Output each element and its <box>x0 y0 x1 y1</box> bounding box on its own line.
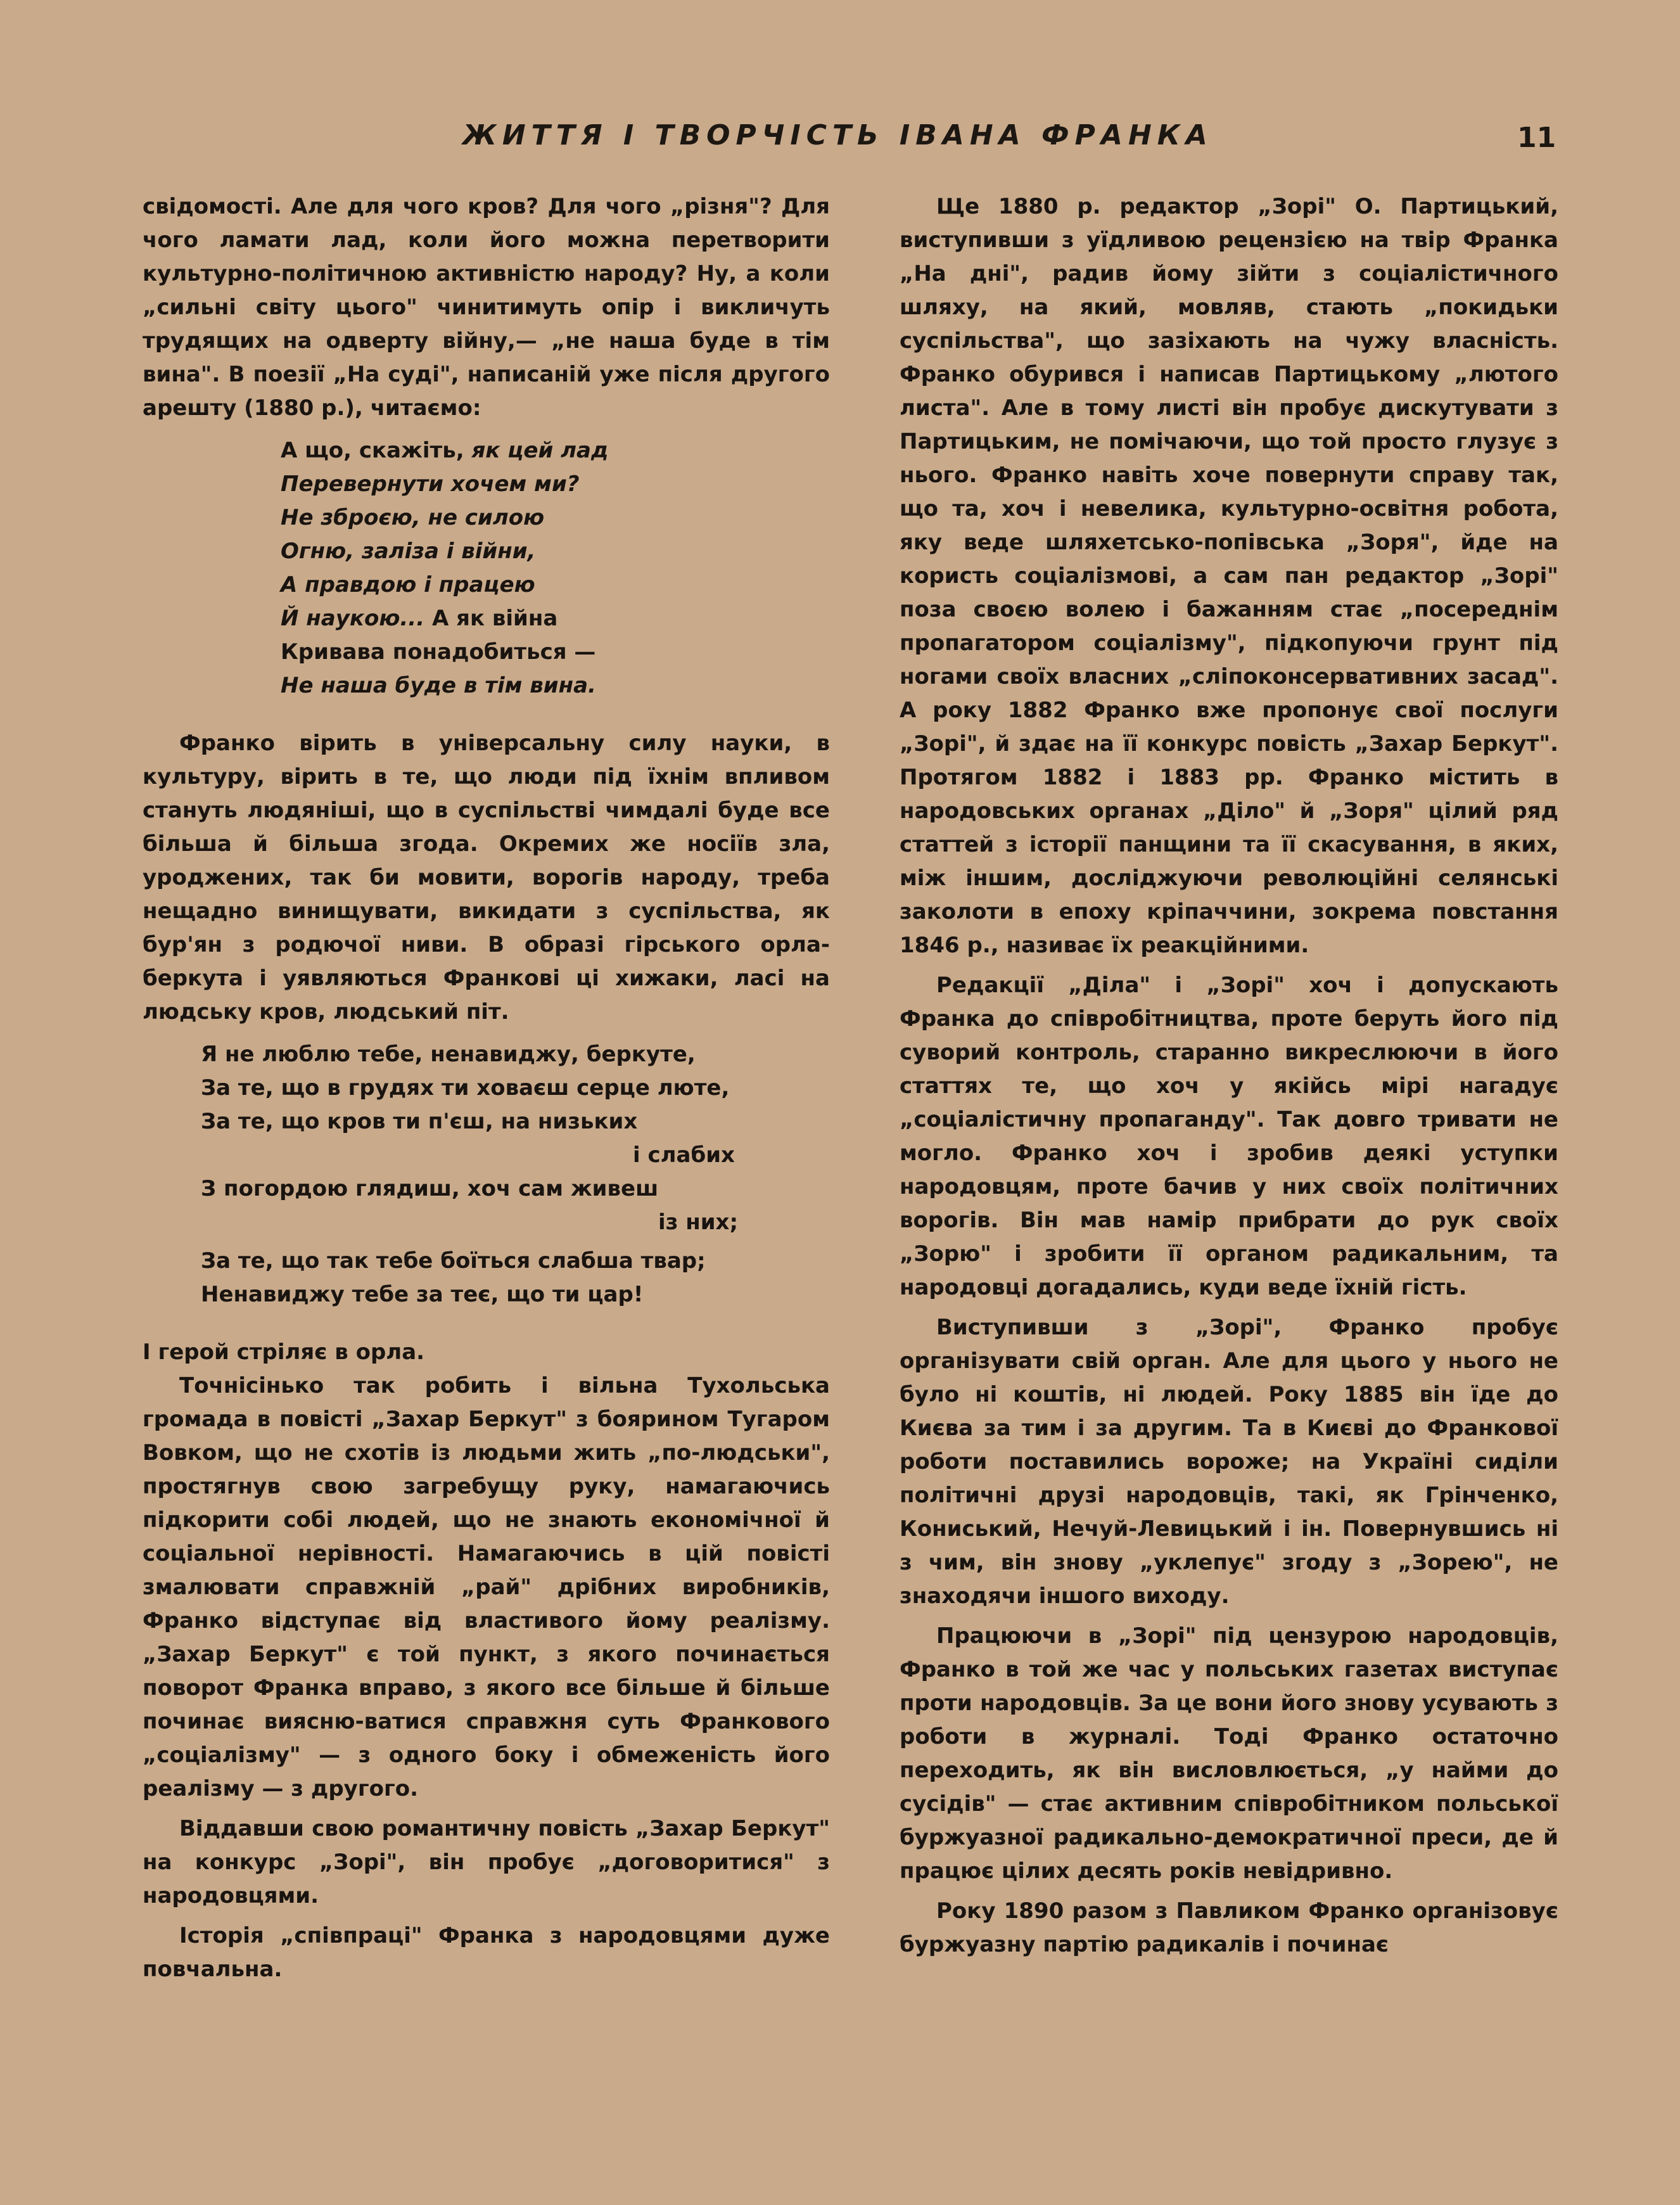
paragraph: Точнісінько так робить і вільна Тухольська громада в повісті „Захар Беркут" з боярином Тугаром Вовком, що не схотів із людьми жить „по-людськи", простягнув свою загребущу руку, намагаючись підкорити собі людей, що не знають економічної й соціальної нерівності. Намагаючись в цій повісті змалювати справжній „рай" дрібних виробників, Франко відступає від властивого йому реалізму. „Захар Беркут" є той пункт, з якого починається поворот Франка вправо, з якого все більше й більше починає виясню-ватися справжня суть Франкового „соціалізму" — з одного боку і обмеженість його реалізму — з другого. <box>143 1373 830 1801</box>
poem-line: За те, що в грудях ти ховаєш серце люте, <box>201 1075 730 1101</box>
poem-italic-text: Й наукою... <box>281 606 425 631</box>
poem-line <box>281 636 830 669</box>
paragraph: Працюючи в „Зорі" під цензурою народовців, Франко в той же час у польських газетах виступає проти народовців. За це вони його знову усувають з роботи в журналі. Тоді Франко остаточно переходить, як він висловлюється, „у найми до сусідів" — стає активним співробітником польської буржуазної радикально-демократичної преси, де й працює цілих десять років невідривно. <box>900 1623 1558 1884</box>
paragraph: Віддавши свою романтичну повість „Захар Беркут" на конкурс „Зорі", він пробує „договоритися" з народовцями. <box>143 1816 830 1908</box>
poem-line: і слабих <box>633 1142 735 1168</box>
poem-italic-text: Огню, заліза і війни, <box>281 539 536 564</box>
poem-line <box>281 535 830 568</box>
poem-line: За те, що так тебе боїться слабша твар; <box>201 1248 706 1274</box>
paragraph: І герой стріляє в орла. <box>143 1339 425 1365</box>
poem-line <box>281 669 830 703</box>
poem-italic-text: А правдою і працею <box>281 572 535 598</box>
paragraph: Виступивши з „Зорі", Франко пробує організувати свій орган. Але для цього у нього не було ні коштів, ні людей. Року 1885 він їде до Києва за тим і за другим. Та в Києві до Франкової роботи поставились вороже; на Україні сиділи політичні друзі народовців, такі, як Грінченко, Кониський, Нечуй-Левицький і ін. Повернувшись ні з чим, він знову „уклепує" згоду з „Зорею", не знаходячи іншого виходу. <box>900 1315 1558 1609</box>
paragraph: свідомості. Але для чого кров? Для чого „різня"? Для чого ламати лад, коли його можна перетворити культурно-політичною активністю народу? Ну, а коли „сильні світу цього" чинитимуть опір і викличуть трудящих на одверту війну,— „не наша буде в тім вина". В поезії „На суді", написаній уже після другого арешту (1880 р.), читаємо: <box>143 194 830 421</box>
poem-na-sudi <box>143 434 830 703</box>
poem-line: із них; <box>658 1210 739 1235</box>
poem-italic-text: як цей лад <box>471 438 609 463</box>
left-column <box>143 190 830 1986</box>
paragraph: Ще 1880 р. редактор „Зорі" О. Партицький, виступивши з уїдливою рецензією на твір Франка „На дні", радив йому зійти з соціалістичного шляху, на який, мовляв, стають „покидьки суспільства", що зазіхають на чужу власність. Франко обурився і написав Партицькому „лютого листа". Але в тому листі він пробує дискутувати з Партицьким, не помічаючи, що той просто глузує з нього. Франко навіть хоче повернути справу так, що та, хоч і невелика, культурно-освітня робота, яку веде шляхетсько-попівська „Зоря", йде на користь соціалізмові, а сам пан редактор „Зорі" поза своєю волею і бажанням стає „посереднім пропагатором соціалізму", підкопуючи грунт під ногами своїх власних „сліпоконсервативних засад". А року 1882 Франко вже пропонує свої послуги „Зорі", й здає на її конкурс повість „Захар Беркут". Протягом 1882 і 1883 рр. Франко містить в народовських органах „Діло" й „Зоря" цілий ряд статтей з історії панщини та її скасування, в яких, між іншим, досліджуючи революційні селянські заколоти в епоху кріпаччини, зокрема повстання 1846 р., називає їх реакційними. <box>900 194 1558 958</box>
poem-line: Я не люблю тебе, ненавиджу, беркуте, <box>201 1042 696 1067</box>
poem-line <box>281 568 830 602</box>
poem-line <box>281 501 830 535</box>
poem-line <box>281 434 830 468</box>
poem-berkut <box>143 1038 830 1312</box>
paragraph: Року 1890 разом з Павликом Франко організовує буржуазну партію радикалів і починає <box>900 1898 1558 1957</box>
paragraph: Історія „співпраці" Франка з народовцями дуже повчальна. <box>143 1923 830 1982</box>
poem-text: А що, скажіть, <box>281 438 472 463</box>
poem-line: Ненавиджу тебе за теє, що ти цар! <box>201 1282 644 1307</box>
poem-text: Кривава понадобиться — <box>281 639 596 665</box>
paragraph: Франко вірить в універсальну силу науки, в культуру, вірить в те, що люди під їхнім впливом стануть людяніші, що в суспільстві чимдалі буде все більша й більша згода. Окремих же носіїв зла, уроджених, так би мовити, ворогів народу, треба нещадно винищувати, викидати з суспільства, як бур'ян з родючої ниви. В образі гірського орла-беркута і уявляються Франкові ці хижаки, ласі на людську кров, людський піт. <box>143 731 830 1025</box>
poem-italic-text: Не зброєю, не силою <box>281 505 545 530</box>
poem-line <box>281 602 830 636</box>
poem-text: А як війна <box>424 606 558 631</box>
poem-italic-text: Не наша буде в тім вина. <box>281 673 596 698</box>
paragraph: Редакції „Діла" і „Зорі" хоч і допускають Франка до співробітництва, проте беруть його під суворий контроль, старанно викреслюючи в його статтях те, що хоч у якійсь мірі нагадує „соціалістичну пропаганду". Так довго тривати не могло. Франко хоч і зробив деякі уступки народовцям, проте бачив у них своїх політичних ворогів. Він мав намір прибрати до рук своїх „Зорю" і зробити її органом радикальним, та народовці догадались, куди веде їхній гість. <box>900 973 1558 1300</box>
poem-italic-text: Перевернути хочем ми? <box>281 471 580 497</box>
right-column <box>900 190 1558 1962</box>
poem-line <box>281 468 830 501</box>
poem-line: З погордою глядиш, хоч сам живеш <box>201 1176 659 1201</box>
running-title: ЖИТТЯ І ТВОРЧІСТЬ ІВАНА ФРАНКА <box>462 119 1213 151</box>
poem-line: За те, що кров ти п'єш, на низьких <box>201 1109 638 1134</box>
page-number: 11 <box>1517 122 1556 154</box>
